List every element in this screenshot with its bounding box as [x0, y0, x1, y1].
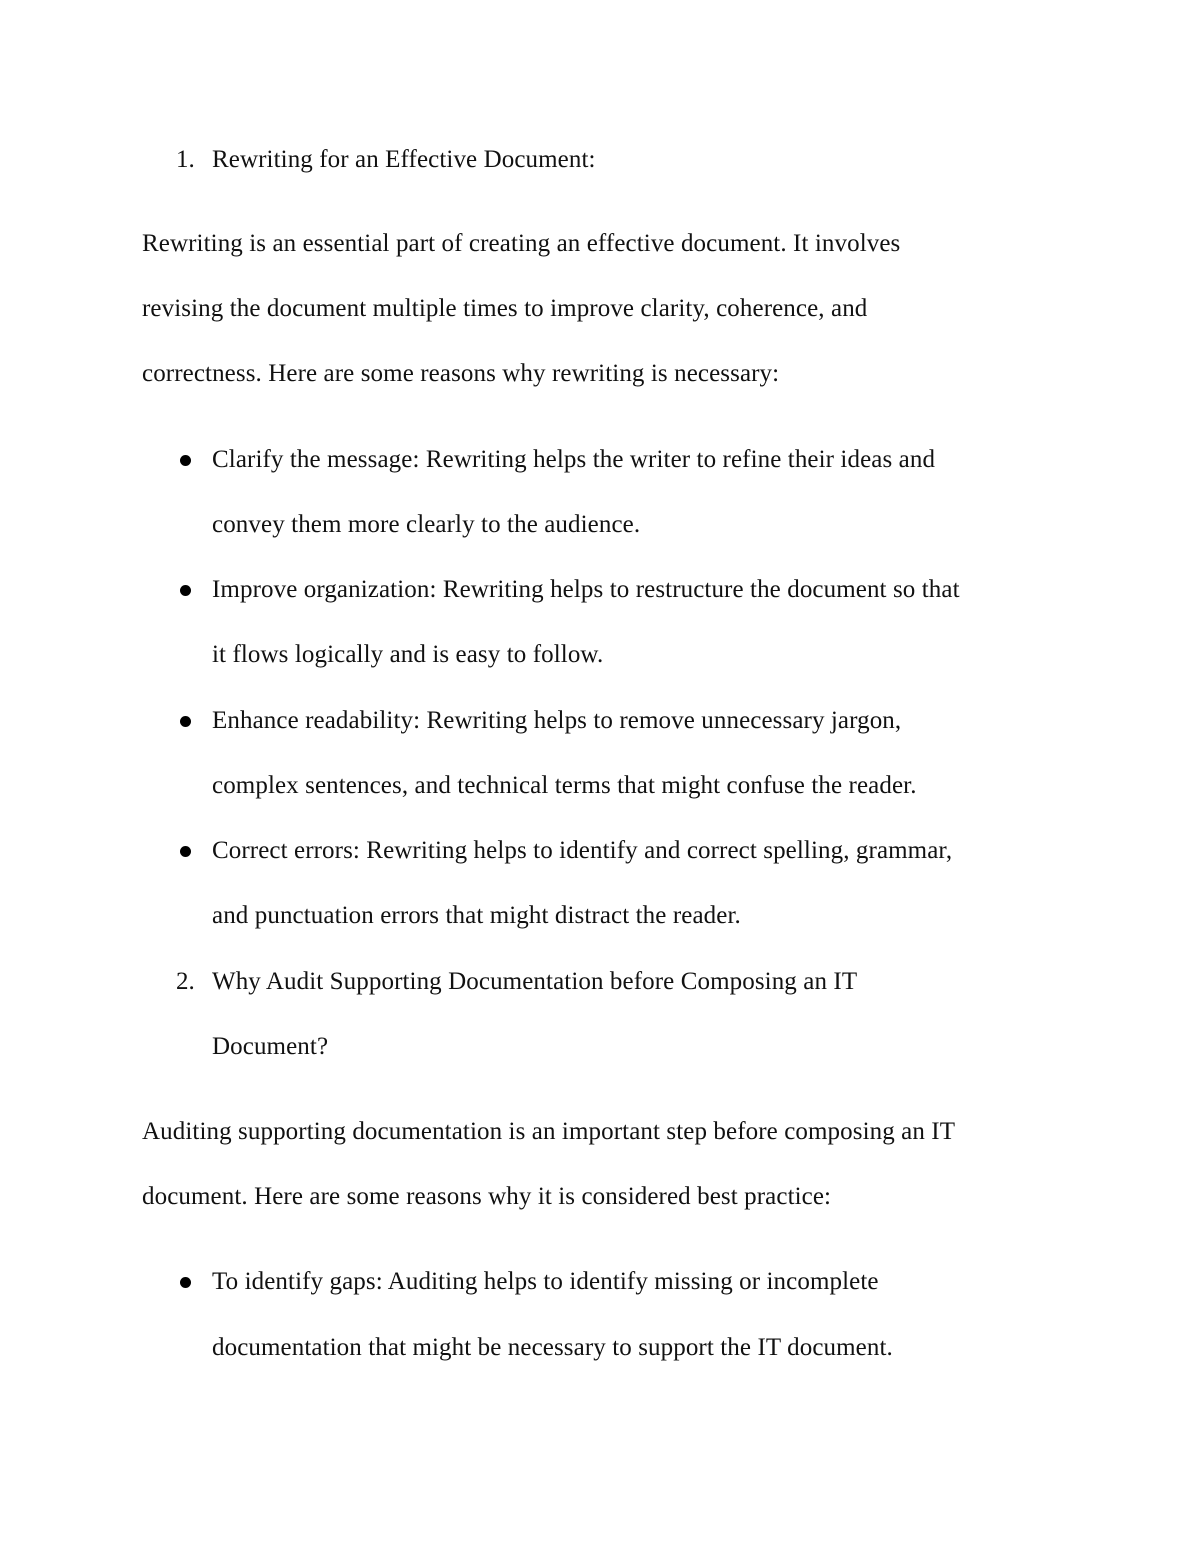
bullet-item-line: To identify gaps: Auditing helps to identify missing or incomplete: [212, 1268, 879, 1295]
bullet-dot: [180, 1277, 191, 1288]
bullet-item-line: it flows logically and is easy to follow.: [212, 641, 604, 668]
bullet-item-line: Enhance readability: Rewriting helps to remove unnecessary jargon,: [212, 707, 902, 734]
bullet-item-line: convey them more clearly to the audience.: [212, 511, 641, 538]
bullet-dot: [180, 716, 191, 727]
paragraph-line: revising the document multiple times to improve clarity, coherence, and: [142, 295, 868, 322]
bullet-item-line: documentation that might be necessary to support the IT document.: [212, 1334, 893, 1361]
paragraph-line: document. Here are some reasons why it is considered best practice:: [142, 1183, 832, 1210]
paragraph-line: correctness. Here are some reasons why rewriting is necessary:: [142, 360, 780, 387]
bullet-dot: [180, 585, 191, 596]
section-2-heading-line: Document?: [212, 1033, 329, 1060]
bullet-item-line: Improve organization: Rewriting helps to restructure the document so that: [212, 576, 960, 603]
bullet-item-line: Correct errors: Rewriting helps to identify and correct spelling, grammar,: [212, 837, 953, 864]
bullet-dot: [180, 846, 191, 857]
list-number-2: 2.: [176, 968, 195, 995]
bullet-item-line: complex sentences, and technical terms that might confuse the reader.: [212, 772, 917, 799]
paragraph-line: Rewriting is an essential part of creating an effective document. It involves: [142, 230, 901, 257]
bullet-dot: [180, 455, 191, 466]
section-2-heading-line: Why Audit Supporting Documentation before Composing an IT: [212, 968, 858, 995]
paragraph-line: Auditing supporting documentation is an important step before composing an IT: [142, 1118, 956, 1145]
bullet-item-line: and punctuation errors that might distract the reader.: [212, 902, 741, 929]
list-number-1: 1.: [176, 146, 195, 173]
bullet-item-line: Clarify the message: Rewriting helps the writer to refine their ideas and: [212, 446, 936, 473]
section-1-heading: Rewriting for an Effective Document:: [212, 146, 596, 173]
